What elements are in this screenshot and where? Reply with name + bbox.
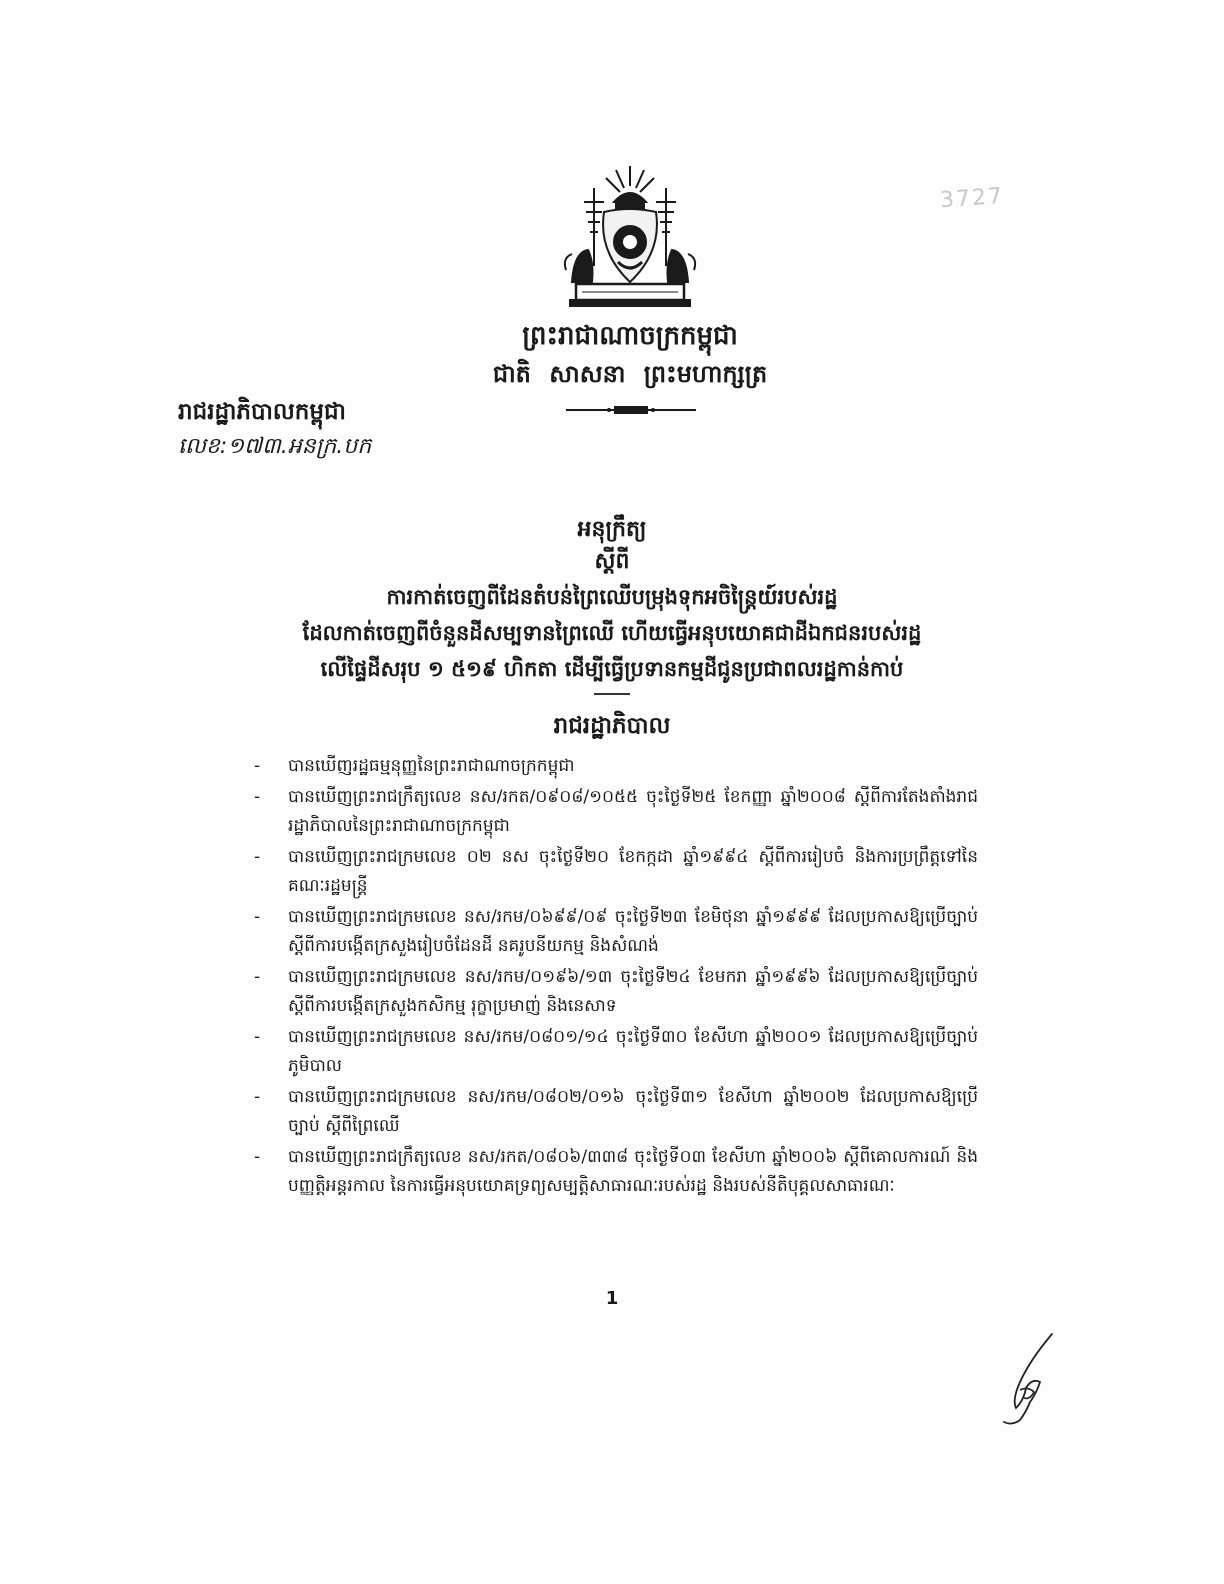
list-item (254, 963, 978, 1021)
list-item (254, 752, 978, 781)
list-item (254, 903, 978, 961)
title-divider (594, 693, 630, 695)
bullet-dash: - (254, 1027, 261, 1047)
bullet-dash: - (254, 967, 261, 987)
about-label: ស្តីពី (594, 549, 630, 574)
list-item (254, 1083, 978, 1141)
bullet-dash: - (254, 787, 261, 807)
bullet-dash: - (254, 756, 261, 776)
considerations-list (254, 752, 978, 1203)
consideration-text: បានឃើញរដ្ឋធម្មនុញ្ញនៃព្រះរាជាណាចក្រកម្ពុជា (288, 756, 575, 776)
kingdom-header (460, 316, 800, 392)
document-type: អនុក្រឹត្យ (577, 517, 647, 542)
list-item (254, 1023, 978, 1081)
body-heading: រាជរដ្ឋាភិបាល (553, 713, 671, 739)
consideration-text: បានឃើញព្រះរាជក្រមលេខ នស/រកម/០៦៩៩/០៩ ចុះថ្ងៃទី២៣ ខែមិថុនា ឆ្នាំ១៩៩៩ ដែលប្រកាសឱ្យប្រើច្បាប់ ស្តីពីការបង្កើតក្រសួងរៀបចំដែនដី នគរូបនីយកម្ម និងសំណង់ (288, 907, 978, 956)
bullet-dash: - (254, 1147, 261, 1167)
corner-handwritten-note: 3727 (939, 183, 1005, 214)
list-item (254, 783, 978, 841)
list-item (254, 843, 978, 901)
motto-ornament-divider (566, 404, 696, 416)
bullet-dash: - (254, 847, 261, 867)
bullet-dash: - (254, 1087, 261, 1107)
consideration-text: បានឃើញព្រះរាជក្រមលេខ នស/រកម/០៨០១/១៤ ចុះថ្ងៃទី៣០ ខែសីហា ឆ្នាំ២០០១ ដែលប្រកាសឱ្យប្រើច្បាប់ភូមិបាល (288, 1027, 978, 1076)
document-title-block (200, 514, 1024, 686)
subject-line: លើផ្ទៃដីសរុប ១ ៥១៩ ហិកតា ដើម្បីធ្វើប្រទានកម្មដីជូនប្រជាពលរដ្ឋកាន់កាប់ (320, 657, 904, 681)
consideration-text: បានឃើញព្រះរាជក្រឹត្យលេខ នស/រកត/០៩០៨/១០៥៥ ចុះថ្ងៃទី២៥ ខែកញ្ញា ឆ្នាំ២០០៨ ស្តីពីការតែងតាំងរាជរដ្ឋាភិបាលនៃព្រះរាជាណាចក្រកម្ពុជា (288, 787, 978, 836)
consideration-text: បានឃើញព្រះរាជក្រឹត្យលេខ នស/រកត/០៨០៦/៣៣៨ ចុះថ្ងៃទី០៣ ខែសីហា ឆ្នាំ២០០៦ ស្តីពីគោលការណ៍ និងបញ្ញត្តិអន្តរកាល នៃការធ្វើអនុបយោគទ្រព្យសម្បត្តិសាធារណៈរបស់រដ្ឋ និងរបស់នីតិបុគ្គលសាធារណៈ (288, 1147, 978, 1196)
issuer-block (178, 394, 371, 464)
kingdom-name: ព្រះរាជាណាចក្រកម្ពុជា (522, 321, 738, 351)
consideration-text: បានឃើញព្រះរាជក្រមលេខ ០២ នស ចុះថ្ងៃទី២០ ខែកក្កដា ឆ្នាំ១៩៩៤ ស្តីពីការរៀបចំ និងការប្រព្រឹត្តទៅនៃគណៈរដ្ឋមន្ត្រី (288, 847, 978, 896)
handwritten-initials-signature (990, 1330, 1070, 1430)
reference-number: លេខ:១៧៣.អនក្រ.បក (178, 434, 372, 459)
national-motto: ជាតិ សាសនា ព្រះមហាក្សត្រ (492, 360, 768, 388)
issuing-government: រាជរដ្ឋាភិបាលកម្ពុជា (178, 399, 346, 425)
subject-line: ការកាត់ចេញពីដែនតំបន់ព្រៃឈើបម្រុងទុកអចិន្ត្រៃយ៍របស់រដ្ឋ (386, 585, 838, 609)
list-item (254, 1143, 978, 1201)
page-number: 1 (605, 1288, 619, 1309)
consideration-text: បានឃើញព្រះរាជក្រមលេខ នស/រកម/០១៩៦/១៣ ចុះថ្ងៃទី២៤ ខែមករា ឆ្នាំ១៩៩៦ ដែលប្រកាសឱ្យប្រើច្បាប់ ស្តីពីការបង្កើតក្រសួងកសិកម្ម រុក្ខាប្រមាញ់ និងនេសាទ (288, 967, 978, 1016)
consideration-text: បានឃើញព្រះរាជក្រមលេខ នស/រកម/០៨០២/០១៦ ចុះថ្ងៃទី៣១ ខែសីហា ឆ្នាំ២០០២ ដែលប្រកាសឱ្យប្រើច្បាប់ ស្តីពីព្រៃឈើ (288, 1087, 978, 1136)
subject-line: ដែលកាត់ចេញពីចំនួនដីសម្បទានព្រៃឈើ ហើយធ្វើអនុបយោគជាដីឯកជនរបស់រដ្ឋ (302, 621, 922, 645)
bullet-dash: - (254, 907, 261, 927)
royal-coat-of-arms-emblem (560, 162, 700, 310)
